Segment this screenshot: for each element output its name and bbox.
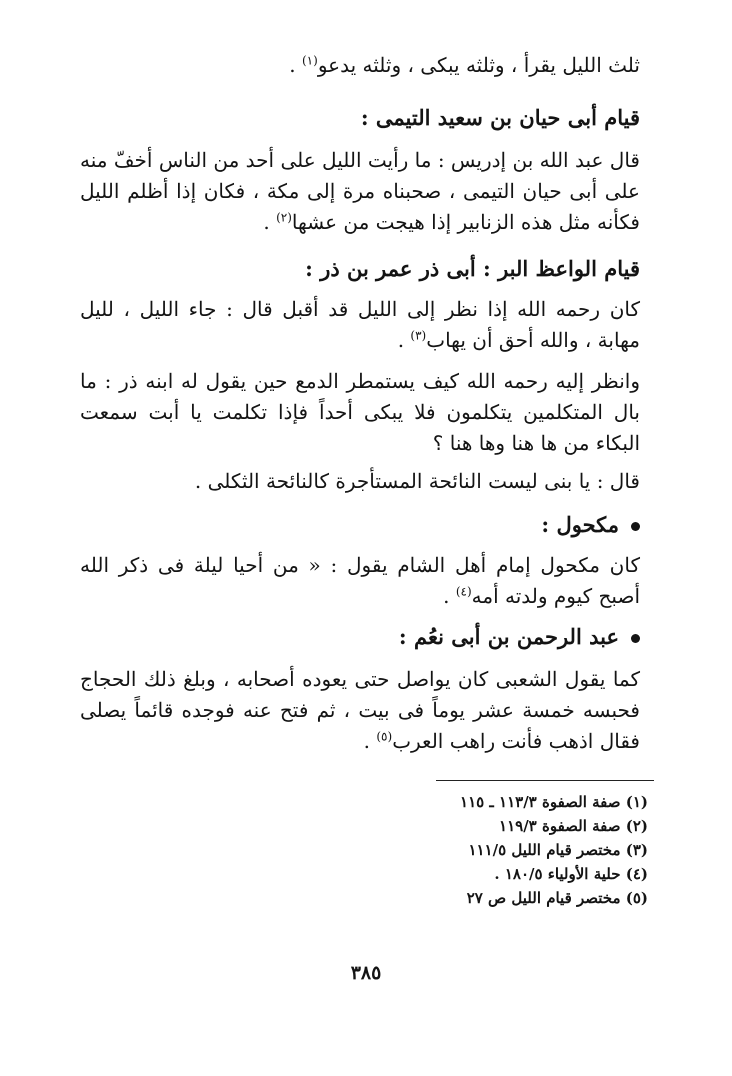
section2-para1-text: كان رحمه الله إذا نظر إلى الليل قد أقبل قال : جاء الليل ، لليل مهابة ، والله أحق أن يهاب (80, 297, 640, 352)
section-heading-abu-hayyan: قيام أبى حيان بن سعيد التيمى : (360, 105, 640, 130)
footnotes-list (348, 790, 648, 910)
section3-heading-text: مكحول : (541, 512, 619, 537)
footnote-4: (٤) حلية الأولياء ١٨٠/٥ . (494, 865, 648, 883)
section3-paragraph (80, 550, 640, 612)
section2-paragraph-1 (80, 294, 640, 356)
section4-end: . (363, 729, 377, 753)
footnote-ref-3: (٣) (410, 328, 427, 343)
section-heading-abu-dharr: قيام الواعظ البر : أبى ذر عمر بن ذر : (305, 256, 640, 281)
section2-paragraph-3: قال : يا بنى ليست النائحة المستأجرة كالنائحة الثكلى . (194, 469, 640, 493)
intro-end: . (289, 53, 302, 77)
footnote-ref-2: (٢) (276, 210, 292, 225)
section2-paragraph-2: وانظر إليه رحمه الله كيف يستمطر الدمع حين يقول له ابنه ذر : ما بال المتكلمين يتكلمون فلا يبكى أحداً فإذا تكلمت يا أبت سمعت البكاء من ها هنا وها هنا ؟ (80, 369, 640, 455)
footnote-2: (٢) صفة الصفوة ١١٩/٣ (499, 817, 648, 835)
footnote-1: (١) صفة الصفوة ١١٣/٣ ـ ١١٥ (460, 793, 648, 811)
footnote-5: (٥) مختصر قيام الليل ص ٢٧ (466, 889, 648, 907)
page-number: ٣٨٥ (350, 962, 382, 984)
bullet-icon (631, 634, 640, 643)
section4-heading-text: عبد الرحمن بن أبى نعُم : (398, 624, 619, 649)
section1-paragraph (80, 145, 640, 238)
section-heading-abd-al-rahman (80, 622, 640, 652)
bullet-icon (631, 522, 640, 531)
section1-end: . (263, 210, 277, 234)
section4-text: كما يقول الشعبى كان يواصل حتى يعوده أصحابه ، وبلغ ذلك الحجاج فحبسه خمسة عشر يوماً فى بيت ، ثم فتح عنه فوجده قائماً يصلى فقال اذهب فأنت راهب العرب (80, 667, 640, 753)
section2-para1-end: . (397, 328, 411, 352)
section1-text: قال عبد الله بن إدريس : ما رأيت الليل على أحد من الناس أخفّ منه على أبى حيان التيمى ، صحبناه مرة إلى مكة ، فكان إذا أظلم الليل فكأنه مثل هذه الزنابير إذا هيجت من عشها (80, 148, 640, 234)
footnote-separator (436, 780, 654, 781)
intro-text: ثلث الليل يقرأ ، وثلثه يبكى ، وثلثه يدعو (317, 53, 640, 77)
section3-text: كان مكحول إمام أهل الشام يقول : « من أحيا ليلة فى ذكر الله أصبح كيوم ولدته أمه (80, 553, 640, 608)
footnote-3: (٣) مختصر قيام الليل ١١١/٥ (468, 841, 648, 859)
footnote-ref-4: (٤) (455, 584, 472, 599)
intro-paragraph (80, 50, 640, 81)
footnote-ref-1: (١) (301, 53, 318, 68)
footnote-ref-5: (٥) (376, 729, 393, 744)
section3-end: . (443, 584, 456, 608)
section-heading-makhul (80, 510, 640, 540)
section4-paragraph (80, 664, 640, 757)
